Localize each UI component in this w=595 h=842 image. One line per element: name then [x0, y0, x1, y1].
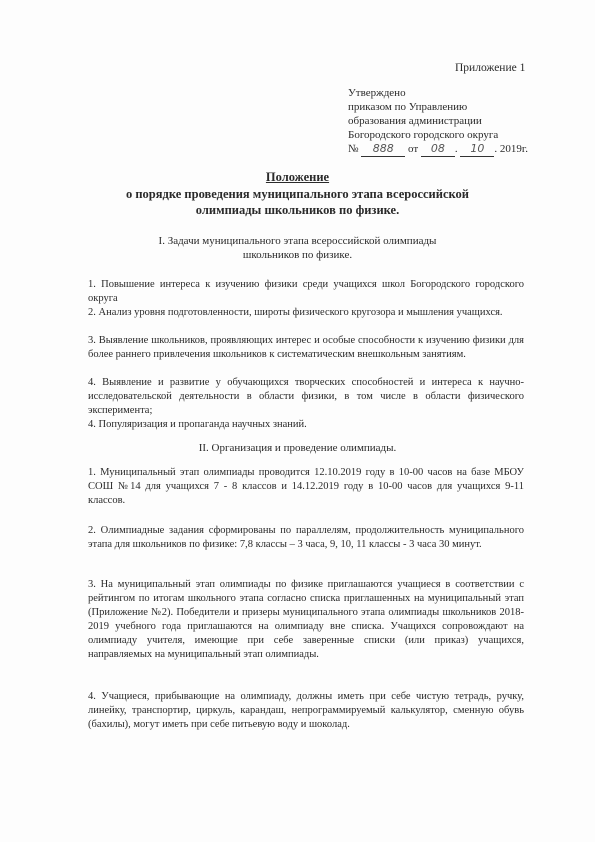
- section2-item: 1. Муниципальный этап олимпиады проводится 12.10.2019 году в 10-00 часов на базе МБОУ СОШ №14 для учащихся 7 - 8 классов и 14.12.2019 году в 10-00 часов для учащихся 9-11 классов.: [88, 467, 524, 506]
- order-number-handwritten: 888: [361, 142, 405, 157]
- section1-item: 4. Популяризация и пропаганда научных знаний.: [88, 419, 307, 430]
- document-subtitle: [0, 186, 595, 218]
- section2-item: 4. Учащиеся, прибывающие на олимпиаду, должны иметь при себе чистую тетрадь, ручку, линейку, транспортир, циркуль, карандаш, непрограммируемый калькулятор, сменную обувь (бахилы), могут иметь при себе питьевую воду и шоколад.: [88, 691, 524, 730]
- subtitle-line: о порядке проведения муниципального этапа всероссийской: [125, 187, 470, 201]
- section1-heading-line: I. Задачи муниципального этапа всероссийской олимпиады: [158, 235, 437, 247]
- order-year: 2019г.: [499, 143, 528, 155]
- section1-item: 2. Анализ уровня подготовленности, широты физического кругозора и мышления учащихся.: [88, 307, 503, 318]
- approval-line: Богородского городского округа: [348, 129, 499, 141]
- approval-block: [348, 86, 528, 157]
- approval-line: приказом по Управлению: [348, 101, 468, 113]
- appendix-label: Приложение 1: [455, 62, 526, 74]
- order-date-from: от: [408, 143, 419, 155]
- document-title: Положение: [265, 170, 330, 184]
- section1-item: 3. Выявление школьников, проявляющих интерес и особые способности к изучению физики для более раннего привлечения школьников к систематическим внешкольным занятиям.: [88, 335, 524, 360]
- order-day-handwritten: 08: [421, 142, 455, 157]
- section1-heading-line: школьников по физике.: [242, 249, 353, 261]
- section1-heading: [0, 234, 595, 262]
- subtitle-line: олимпиады школьников по физике.: [195, 203, 400, 217]
- section2-heading: II. Организация и проведение олимпиады.: [198, 442, 397, 454]
- section1-item: 1. Повышение интереса к изучению физики среди учащихся школ Богородского городского округа: [88, 279, 524, 304]
- section2-item: 2. Олимпиадные задания сформированы по параллелям, продолжительность муниципального этапа для школьников по физике: 7,8 классы – 3 часа, 9, 10, 11 классы - 3 часа 30 минут.: [88, 525, 524, 550]
- section2-item: 3. На муниципальный этап олимпиады по физике приглашаются учащиеся в соответствии с рейтингом по итогам школьного этапа согласно списка приглашенных на муниципальный этап (Приложение №2). Победители и призеры муниципального этапа олимпиады школьников 2018-2019 учебного года приглашаются на олимпиаду вне списка. Учащихся сопровождают на олимпиаду учителя, имеющие при себе заверенные списки (или приказ) учащихся, направляемых на муниципальный этап олимпиады.: [88, 579, 524, 660]
- section1-item: 4. Выявление и развитие у обучающихся творческих способностей и интереса к научно-исследовательской деятельности в области физики, в том числе в области физического эксперимента;: [88, 377, 524, 416]
- order-number-prefix: №: [348, 143, 359, 155]
- approval-line: Утверждено: [348, 87, 406, 99]
- order-month-handwritten: 10: [460, 142, 494, 157]
- approval-line: образования администрации: [348, 115, 482, 127]
- approval-order-line: № 888 от 08 . 10 . 2019г.: [348, 142, 528, 155]
